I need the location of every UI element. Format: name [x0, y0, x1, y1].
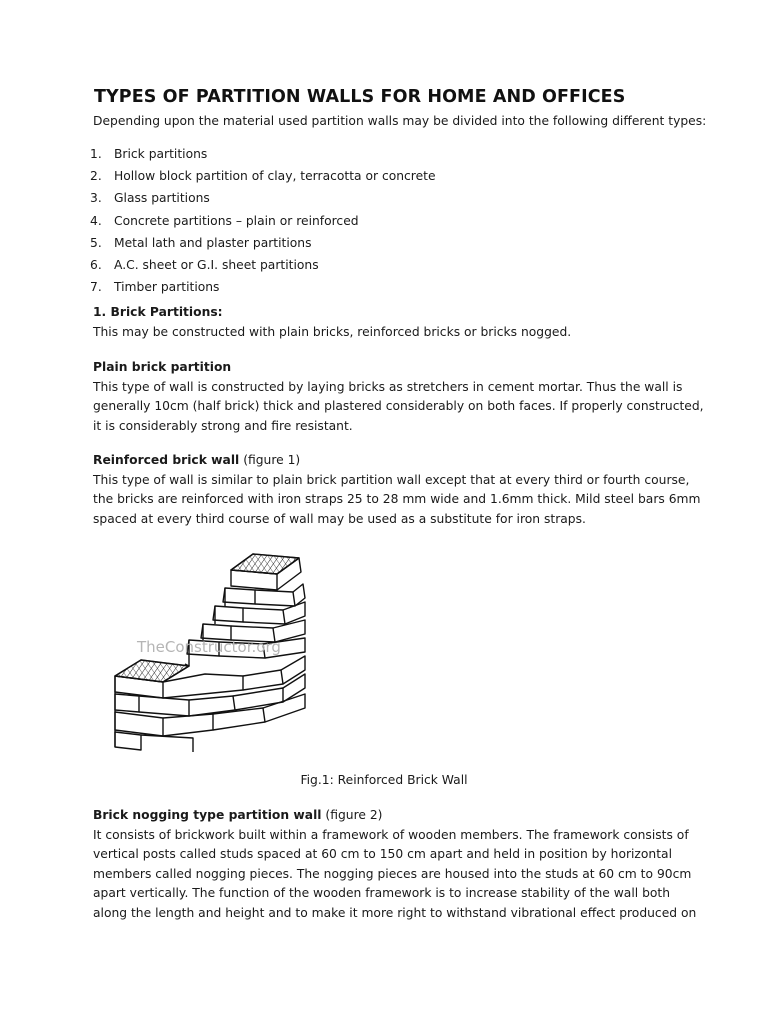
paragraph-line: members called nogging pieces. The nogging pieces are housed into the studs at 60 cm to 90cm: [93, 866, 692, 881]
paragraph-line: along the length and height and to make it more right to withstand vibrational effect produced on: [93, 905, 697, 920]
intro-paragraph: Depending upon the material used partition walls may be divided into the following different types:: [93, 114, 707, 128]
figure-watermark: TheConstructor.org: [137, 638, 281, 656]
list-item: 4. Concrete partitions – plain or reinforced: [90, 213, 359, 228]
list-item: 1. Brick partitions: [90, 147, 208, 161]
paragraph-line: apart vertically. The function of the wooden framework is to increase stability of the wall both: [93, 886, 671, 901]
reinforced-brick-section: [93, 451, 701, 529]
paragraph-line: it is considerably strong and fire resistant.: [93, 418, 353, 433]
list-item: 6. A.C. sheet or G.I. sheet partitions: [90, 257, 319, 272]
list-item: 3. Glass partitions: [90, 191, 210, 206]
paragraph-line: vertical posts called studs spaced at 60 cm to 150 cm apart and held in position by horizontal: [93, 847, 672, 862]
list-item: 5. Metal lath and plaster partitions: [90, 235, 312, 250]
section-heading: 1. Brick Partitions:: [93, 305, 223, 319]
figure-caption: Fig.1: Reinforced Brick Wall: [300, 773, 468, 787]
brick-partitions-section: [93, 303, 693, 342]
paragraph-line: spaced at every third course of wall may be used as a substitute for iron straps.: [93, 511, 586, 526]
partition-types-list: [90, 145, 436, 300]
paragraph-line: This type of wall is similar to plain brick partition wall except that at every third or fourth course,: [93, 472, 690, 487]
paragraph-line: This may be constructed with plain bricks, reinforced bricks or bricks nogged.: [93, 324, 572, 339]
brick-nogging-section: [93, 806, 697, 924]
reinforced-brick-wall-figure: [93, 542, 343, 754]
list-item: 2. Hollow block partition of clay, terracotta or concrete: [90, 169, 436, 184]
section-heading: Plain brick partition: [93, 360, 232, 374]
page-title: TYPES OF PARTITION WALLS FOR HOME AND OFFICES: [94, 87, 626, 107]
section-heading: Reinforced brick wall (figure 1): [93, 453, 301, 467]
paragraph-line: This type of wall is constructed by laying bricks as stretchers in cement mortar. Thus the wall is: [93, 379, 683, 394]
section-heading: Brick nogging type partition wall (figure 2): [93, 808, 383, 822]
paragraph-line: generally 10cm (half brick) thick and plastered considerably on both faces. If properly constructed,: [93, 399, 704, 414]
list-item: 7. Timber partitions: [90, 280, 220, 295]
plain-brick-section: [93, 358, 704, 436]
paragraph-line: the bricks are reinforced with iron straps 25 to 28 mm wide and 1.6mm thick. Mild steel bars 6mm: [93, 492, 701, 507]
paragraph-line: It consists of brickwork built within a framework of wooden members. The framework consists of: [93, 827, 689, 842]
